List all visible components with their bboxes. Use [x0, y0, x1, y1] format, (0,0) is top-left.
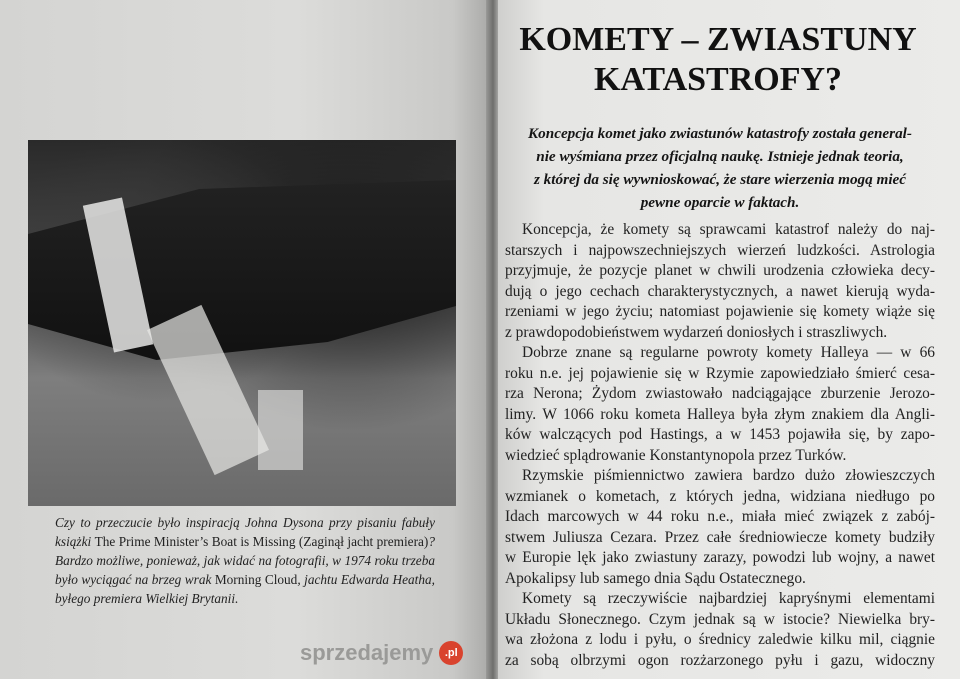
body-line: dują o jego cechach charakterystycznych, a nawet kierują wyda-: [505, 282, 935, 300]
body-line: Rzymskie piśmiennictwo zawiera bardzo dużo złowieszczych: [522, 467, 935, 484]
body-line: Układu Słonecznego. Czym jednak są w istocie? Niewielka bry-: [505, 610, 935, 628]
body-line: starszych i najpowszechniejszych wierzeń ludzkości. Astrologia: [505, 241, 935, 259]
body-line: przyjmuje, że pozycje planet w chwili urodzenia człowieka decy-: [505, 262, 935, 279]
body-line: rza Nerona; Żydom zwiastowało nadciągające zburzenie Jerozo-: [505, 385, 935, 402]
lead-line: Koncepcja komet jako zwiastunów katastrofy została general-: [528, 125, 912, 142]
shipwreck-photo: [28, 140, 456, 506]
watermark-logo: sprzedajemy: [300, 640, 434, 665]
chapter-title: [498, 20, 938, 100]
body-line: roku n.e. jej pojawienie się w Rzymie zapowiedziało śmierć cesa-: [505, 364, 935, 382]
torn-sail: [258, 390, 303, 470]
body-line: Komety są rzeczywiście najbardziej kapryśnymi elementami: [522, 590, 935, 607]
body-line: wzmianek o kometach, z których jedna, widziana niedługo po: [505, 487, 935, 505]
body-line: Koncepcja, że komety są sprawcami katastrof należy do naj-: [522, 221, 935, 238]
watermark: [300, 640, 463, 666]
watermark-badge: .pl: [439, 641, 463, 665]
body-text: [505, 220, 935, 671]
caption-segment: Morning Cloud: [214, 572, 298, 587]
caption-segment: ? Bardzo możliwe, ponieważ, jak widać na fotografii, w 1974 roku trzeba było wyciągać na brzeg wrak: [55, 534, 435, 587]
body-line: Idach marcowych w 44 roku n.e., miała mieć związek z zabój-: [505, 508, 935, 525]
body-line: Dobrze znane są regularne powroty komety Halleya — w 66: [522, 344, 935, 361]
body-line: wiedzieć splądrowanie Konstantynopola przez Turków.: [505, 446, 847, 464]
body-line: z prawdopodobieństwem wydarzeń doniosłych i straszliwych.: [505, 323, 888, 341]
body-line: wa złożona z lodu i pyłu, o średnicy zaledwie kilku mil, ciągnie: [505, 631, 935, 648]
body-line: ków walczących pod Hastings, a w 1453 pojawiła się, by zapo-: [505, 426, 935, 443]
body-line: limy. W 1066 roku kometa Halleya była złym znakiem dla Angli-: [505, 405, 935, 423]
lead-line: z której da się wywnioskować, że stare wierzenia mogą mieć: [533, 171, 907, 188]
body-line: rzeniami w jego życiu; natomiast pojawienie się komety wiąże się: [505, 303, 935, 320]
body-line: w Europie lęk jako zwiastuny zarazy, powodzi lub wojny, a nawet: [505, 549, 935, 566]
lead-line: pewne oparcie w faktach.: [640, 194, 800, 211]
lead-line: nie wyśmiana przez oficjalną naukę. Istnieje jednak teoria,: [536, 148, 904, 165]
caption-segment: , jachtu Edwarda Heatha, byłego premiera Wielkiej Brytanii.: [55, 572, 436, 606]
caption-segment: Czy to przeczucie było inspiracją Johna Dysona przy pisaniu fabuły książki: [55, 515, 435, 549]
body-line: Apokalipsy lub samego dnia Sądu Ostatecznego.: [505, 569, 806, 587]
caption-segment: The Prime Minister’s Boat is Missing (Zaginął jacht premiera): [94, 534, 429, 549]
body-line: stwem Juliusza Cezara. Przez całe średniowiecze komety budziły: [505, 528, 935, 546]
photo-caption: [55, 513, 435, 608]
title-line: KOMETY – ZWIASTUNY: [519, 21, 917, 58]
body-line: za sobą olbrzymi ogon rozżarzonego pyłu i gazu, widoczny: [505, 651, 935, 669]
lead-paragraph: [500, 122, 940, 214]
title-line: KATASTROFY?: [593, 61, 843, 98]
